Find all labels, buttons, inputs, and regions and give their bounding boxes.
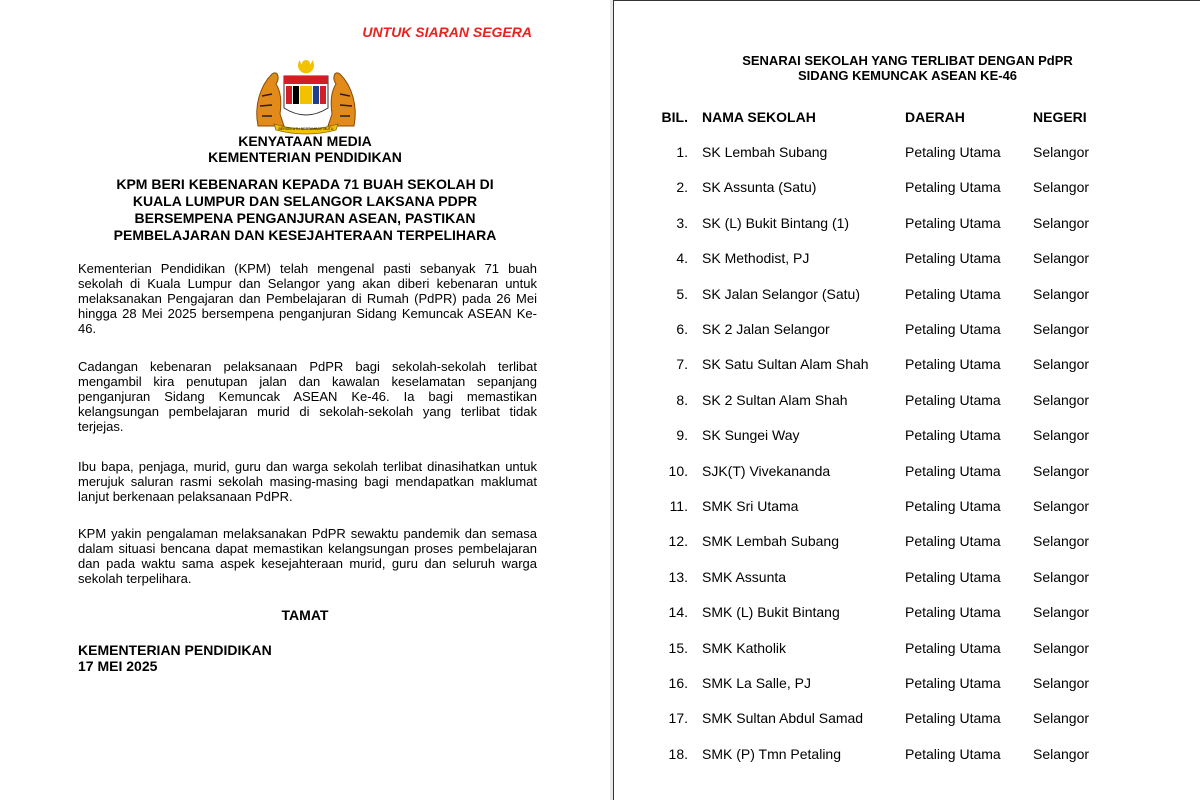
state-name: Selangor <box>1033 250 1090 266</box>
row-number: 16. <box>668 675 688 691</box>
school-name: SMK (L) Bukit Bintang <box>702 604 840 620</box>
list-title-line: SIDANG KEMUNCAK ASEAN KE-46 <box>797 68 1018 83</box>
row-number: 1. <box>676 144 688 160</box>
list-title-line: SENARAI SEKOLAH YANG TERLIBAT DENGAN PdPR <box>742 53 1073 68</box>
district-name: Petaling Utama <box>905 392 1001 408</box>
state-name: Selangor <box>1033 710 1090 726</box>
row-number: 17. <box>668 710 688 726</box>
state-name: Selangor <box>1033 604 1090 620</box>
signoff-org: KEMENTERIAN PENDIDIKAN <box>78 642 272 658</box>
school-name: SMK Sri Utama <box>702 498 799 514</box>
state-name: Selangor <box>1033 144 1090 160</box>
district-name: Petaling Utama <box>905 215 1001 231</box>
district-name: Petaling Utama <box>905 286 1001 302</box>
state-name: Selangor <box>1033 746 1090 762</box>
state-name: Selangor <box>1033 286 1090 302</box>
district-name: Petaling Utama <box>905 250 1001 266</box>
school-name: SMK Assunta <box>702 569 787 585</box>
school-name: SK Satu Sultan Alam Shah <box>702 356 869 372</box>
column-header-no: BIL. <box>661 109 688 125</box>
headline-line: KUALA LUMPUR DAN SELANGOR LAKSANA PDPR <box>132 193 478 209</box>
paragraph: Kementerian Pendidikan (KPM) telah mengenal pasti sebanyak 71 buah sekolah di Kuala Lumpur dan Selangor yang akan diberi kebenaran untuk melaksanakan Pengajaran dan Pembelajaran di Rumah (PdPR) pada 26 Mei hingga 28 Mei 2025 bersempena penganjuran Sidang Kemuncak ASEAN Ke-46. <box>78 261 537 336</box>
media-statement-title <box>0 133 610 165</box>
district-name: Petaling Utama <box>905 179 1001 195</box>
row-number: 12. <box>668 533 688 549</box>
state-name: Selangor <box>1033 392 1090 408</box>
school-name: SMK Katholik <box>702 640 787 656</box>
paragraph: Cadangan kebenaran pelaksanaan PdPR bagi sekolah-sekolah terlibat mengambil kira penutupan jalan dan kawalan keselamatan sepanjang penganjuran Sidang Kemuncak ASEAN Ke-46. Ia bagi memastikan kelangsungan pembelajaran murid di sekolah-sekolah yang terlibat tidak terjejas. <box>78 359 537 434</box>
district-name: Petaling Utama <box>905 675 1001 691</box>
row-number: 6. <box>676 321 688 337</box>
district-name: Petaling Utama <box>905 604 1001 620</box>
state-name: Selangor <box>1033 321 1090 337</box>
district-name: Petaling Utama <box>905 710 1001 726</box>
end-marker: TAMAT <box>281 607 329 623</box>
column-header-state: NEGERI <box>1033 109 1087 125</box>
district-name: Petaling Utama <box>905 746 1001 762</box>
school-list-page <box>613 0 1200 800</box>
school-name: SMK Sultan Abdul Samad <box>702 710 864 726</box>
row-number: 9. <box>676 427 688 443</box>
state-name: Selangor <box>1033 215 1090 231</box>
district-name: Petaling Utama <box>905 569 1001 585</box>
row-number: 13. <box>668 569 688 585</box>
state-name: Selangor <box>1033 179 1090 195</box>
row-number: 14. <box>668 604 688 620</box>
signoff <box>78 642 272 674</box>
list-title <box>614 53 1200 83</box>
row-number: 7. <box>676 356 688 372</box>
coat-of-arms-logo <box>250 56 362 136</box>
headline <box>60 176 550 244</box>
row-number: 11. <box>669 498 688 514</box>
headline-line: PEMBELAJARAN DAN KESEJAHTERAAN TERPELIHARA <box>113 227 497 243</box>
paragraph: KPM yakin pengalaman melaksanakan PdPR sewaktu pandemik dan semasa dalam situasi bencana dapat memastikan kelangsungan proses pembelajaran dan pada waktu sama aspek kesejahteraan murid, guru dan seluruh warga sekolah terpelihara. <box>78 526 537 586</box>
district-name: Petaling Utama <box>905 321 1001 337</box>
row-number: 15. <box>668 640 688 656</box>
district-name: Petaling Utama <box>905 356 1001 372</box>
school-name: SK 2 Sultan Alam Shah <box>702 392 848 408</box>
state-name: Selangor <box>1033 356 1090 372</box>
row-number: 5. <box>676 286 688 302</box>
district-name: Petaling Utama <box>905 144 1001 160</box>
state-name: Selangor <box>1033 498 1090 514</box>
signoff-date: 17 MEI 2025 <box>78 658 158 674</box>
school-name: SK (L) Bukit Bintang (1) <box>702 215 850 231</box>
district-name: Petaling Utama <box>905 533 1001 549</box>
svg-text:BERSEKUTU BERTAMBAH MUTU: BERSEKUTU BERTAMBAH MUTU <box>278 127 334 131</box>
district-name: Petaling Utama <box>905 640 1001 656</box>
row-number: 8. <box>676 392 688 408</box>
headline-line: KPM BERI KEBENARAN KEPADA 71 BUAH SEKOLAH DI <box>116 176 494 192</box>
title-line: KENYATAAN MEDIA <box>238 133 372 149</box>
district-name: Petaling Utama <box>905 463 1001 479</box>
school-name: SJK(T) Vivekananda <box>702 463 831 479</box>
column-header-district: DAERAH <box>905 109 965 125</box>
row-number: 3. <box>676 215 688 231</box>
row-number: 2. <box>676 179 688 195</box>
title-line: KEMENTERIAN PENDIDIKAN <box>208 149 402 165</box>
school-name: SK 2 Jalan Selangor <box>702 321 830 337</box>
state-name: Selangor <box>1033 533 1090 549</box>
school-name: SMK (P) Tmn Petaling <box>702 746 842 762</box>
school-name: SK Assunta (Satu) <box>702 179 817 195</box>
row-number: 4. <box>676 250 688 266</box>
district-name: Petaling Utama <box>905 427 1001 443</box>
headline-line: BERSEMPENA PENGANJURAN ASEAN, PASTIKAN <box>134 210 476 226</box>
school-name: SMK La Salle, PJ <box>702 675 811 691</box>
row-number: 18. <box>668 746 688 762</box>
row-number: 10. <box>668 463 688 479</box>
school-name: SK Sungei Way <box>702 427 800 443</box>
school-name: SK Methodist, PJ <box>702 250 810 266</box>
school-name: SK Jalan Selangor (Satu) <box>702 286 860 302</box>
school-name: SMK Lembah Subang <box>702 533 839 549</box>
district-name: Petaling Utama <box>905 498 1001 514</box>
state-name: Selangor <box>1033 675 1090 691</box>
column-header-name: NAMA SEKOLAH <box>702 109 816 125</box>
state-name: Selangor <box>1033 569 1090 585</box>
paragraph: Ibu bapa, penjaga, murid, guru dan warga sekolah terlibat dinasihatkan untuk merujuk saluran rasmi sekolah masing-masing bagi mendapatkan maklumat lanjut berkenaan pelaksanaan PdPR. <box>78 459 537 504</box>
urgent-label: UNTUK SIARAN SEGERA <box>362 24 532 40</box>
state-name: Selangor <box>1033 463 1090 479</box>
state-name: Selangor <box>1033 427 1090 443</box>
state-name: Selangor <box>1033 640 1090 656</box>
school-name: SK Lembah Subang <box>702 144 828 160</box>
